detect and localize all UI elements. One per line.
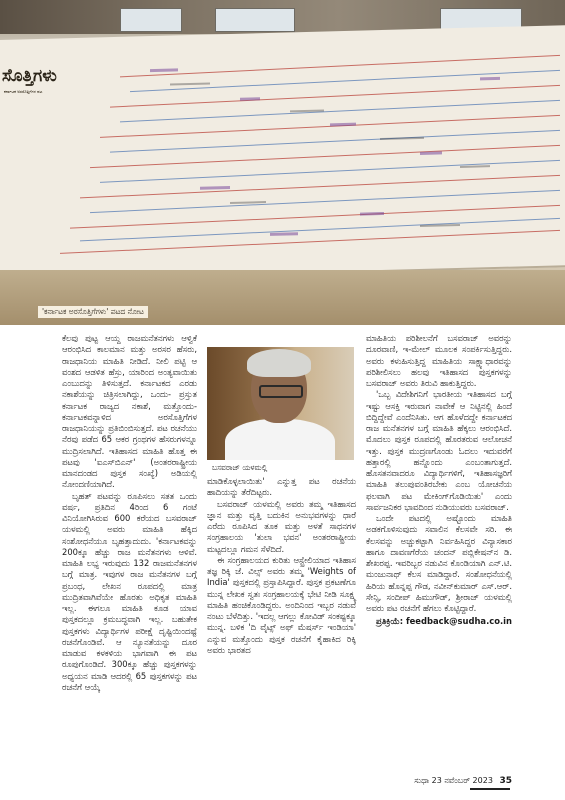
paragraph: ಕೆಲವು ಪುಟ್ಟ ಆಯ್ದ ರಾಜಮನೆತನಗಳು ಆಳ್ವಿಕೆ ಆರಂಭಿಸಿದ ಕಾಲಮಾನ ಮತ್ತು ಅರಸರ ಹೆಸರು, ರಾಜಧಾನಿಯ ಮಾಹಿತಿ ನೀಡಿದೆ. ನೀಲಿ ಪಟ್ಟಿ ಆ ವಂಶದ ಆಡಳಿತ ಹೆಸ್ರು, ಯಾರಿಂದ ಅಂತ್ಯವಾಯಿತು ಎಂಬುದನ್ನು ತಿಳಿಸುತ್ತದೆ. ಕರ್ನಾಟಕದ ಎರಡು ನಕಾಶೆಯನ್ನು ಚಿತ್ರಿಸಲಾಗಿದ್ದು, ಒಂದು- ಪ್ರಸ್ತುತ ಕರ್ನಾಟಕ ರಾಜ್ಯದ ನಕಾಶೆ, ಮತ್ತೊಂದು- ಕರ್ನಾಟಕವನ್ನಾಳಿದ ಅರಸೊತ್ತಿಗೆಗಳ ರಾಜಧಾನಿಯನ್ನು ಪ್ರತಿಬಿಂಬಿಸುತ್ತದೆ. ಪಟ ರಚನೆಯು ನೆರವು ಪಡೆದ 65 ಆಕರ ಗ್ರಂಥಗಳ ಹೆಸರುಗಳನ್ನೂ ಮುದ್ರಿಸಲಾಗಿದೆ. ಇತಿಹಾಸದ ಮಾಹಿತಿ ಹೊತ್ತ ಈ ಪಟವು 'ಐಎಸ್‌ಬಿಎನ್' (ಅಂತರರಾಷ್ಟ್ರೀಯ ಮಾನದಂಡದ ಪುಸ್ತಕ ಸಂಖ್ಯೆ) ಅಡಿಯಲ್ಲಿ ನೋಂದಣಿಯಾಗಿದೆ. [62,333,197,490]
article-column-2 [207,476,356,656]
portrait-glasses [259,385,303,398]
paragraph: 'ಒಬ್ಬ ವಿದೇಶಿಗನಿಗೆ ಭಾರತೀಯ ಇತಿಹಾಸದ ಬಗ್ಗೆ ಇಷ್ಟು ಆಸಕ್ತಿ ಇರುವಾಗ ನಾವೇಕೆ ಆ ನಿಟ್ಟಿನಲ್ಲಿ ಹಿಂದೆ ಬಿದ್ದಿದ್ದೇವೆ ಎಂದೆನಿಸಿತು. ಆಗ ಹೊಳೆದದ್ದೇ ಕರ್ನಾಟಕದ ರಾಜ ಮನೆತನಗಳ ಬಗ್ಗೆ ಮಾಹಿತಿ ಹೆಕ್ಕಲು ಆರಂಭಿಸಿದೆ. ಮೊದಲು ಪುಸ್ತಕ ರೂಪದಲ್ಲಿ ಹೊರತರುವ ಆಲೋಚನೆ ಇತ್ತು. ಪುಸ್ತಕ ಮುದ್ರಣಗೊಂಡು ಓದಲು ಇದುವರೆಗೆ ಹತ್ತಾರಲ್ಲಿ ಹನ್ನೊಂದು ಎಂಬಂತಾಗುತ್ತದೆ. ಹೊಸತನವಾದರೂ ವಿದ್ಯಾರ್ಥಿಗಳಿಗೆ, ಇತಿಹಾಸಜ್ಞರಿಗೆ ಮಾಹಿತಿ ತಲುಪುವಂತಿರಬೇಕು ಎಂಬ ಯೋಚನೆಯ ಫಲವಾಗಿ ಪಟ ಮೇಕಿಂಗ್‌ಗೊಡಿಯಿತು' ಎಂದು ಸಾರ್ವಜನಿಕರ ಭಾವದಿಂದ ನುಡಿಯುವರು ಬಸವರಾಜ್. [366,389,512,512]
footer-rule [470,788,510,790]
paragraph: ಒಂದೇ ಪಟದಲ್ಲಿ ಅಷ್ಟೊಂದು ಮಾಹಿತಿ ಅಡಕಗೊಳಿಸುವುದು ಸವಾಲಿನ ಕೆಲಸವೇ ಸರಿ. ಈ ಕೆಲಸವನ್ನು ಅಚ್ಚುಕಟ್ಟಾಗಿ ನಿರ್ವಹಿಸಿದ್ದರ ವಿನ್ಯಾಸಕಾರ ಹಾಗೂ ದಾವಣಗೆರೆಯ ಚಂದನ್ ಪಬ್ಲಿಕೇಷನ್‌ನ ಡಿ. ಶೇಖರಪ್ಪ. ಇವರಿಬ್ಬರ ನಡುವಿನ ಕೊಂಡಿಯಾಗಿ ಎನ್.ಟಿ. ಮಂಜುನಾಥ್ ಕೆಲಸ ಮಾಡಿದ್ದಾರೆ. ಸಂಶೋಧನೆಯಲ್ಲಿ ಹಿರಿಯ ಹೊನ್ನಪ್ಪ ಗೌಡ, ನವೀನ್‌ಕುಮಾರ್ ಎಸ್.ಆರ್. ಸೇನ್ಸಿ, ಸಂದೀಪ್ ಹಿಮುಗೌಡ್, ಶ್ರೀರಾಜ್ ಯಳಮಲ್ಲಿ ಅವರು ಪಟ ರಚನೆಗೆ ಹೆಗಲು ಕೊಟ್ಟಿದ್ದಾರೆ. [366,513,512,613]
window [120,8,182,32]
banner-title: ಸೊತ್ತಿಗಳು [2,66,57,86]
banner-subtitle: ಕರ್ನಾಟಕ ಅರಸೊತ್ತಿಗೆಗಳ ಪಟ [4,89,43,94]
paragraph: ಈ ಸಂಗ್ರಹಾಲಯದ ಕುರಿತು ಆಸ್ಟ್ರೇಲಿಯಾದ ಇತಿಹಾಸ ತಜ್ಞ ರಿಕ್ಕಿ ಜೆ. ವಿಲ್ಸ್ ಅವರು ತಮ್ಮ 'Weights of India' ಪುಸ್ತಕದಲ್ಲಿ ಪ್ರಸ್ತಾಪಿಸಿದ್ದಾರೆ. ಪುಸ್ತಕ ಪ್ರಕಟಣೆಗೂ ಮುನ್ನ ಲೇಖಕ ಸ್ವತಃ ಸಂಗ್ರಹಾಲಯಕ್ಕೆ ಭೇಟಿ ನೀಡಿ ಸೂಕ್ಷ್ಮ ಮಾಹಿತಿ ಹಂಚಿಕೊಂಡಿದ್ದರು. ಅಂದಿನಿಂದ ಇಬ್ಬರ ನಡುವೆ ನಂಟು ಬೆಳೆದಿತ್ತು. 'ಇದಲ್ಲ ಆಗಲ್ಲು ಕೋವಿಡ್ ಸಂಕಷ್ಟಕ್ಕೂ ಮುನ್ನ. ಬಳಿಕ 'ದಿ ವೈಟ್ಸ್ ಅಫ್ ಮೆಷರ್ಸ್ ಇಂಡಿಯಾ' ಎನ್ನುವ ಮತ್ತೊಂದು ಪುಸ್ತಕ ರಚನೆಗೆ ಕೈಹಾಕಿದ ರಿಕ್ಕಿ ಅವರು ಭಾರತದ [207,554,356,655]
article-column-1 [62,333,197,693]
paragraph: ಮಾಹಿತಿಯ ಪರಿಶೀಲನೆಗೆ ಬಸವರಾಜ್ ಅವರನ್ನು ದೂರವಾಣಿ, ಇ-ಮೇಲ್ ಮೂಲಕ ಸಂಪರ್ಕಿಸುತ್ತಿದ್ದರು. ಅವರು ಕಳುಹಿಸುತ್ತಿದ್ದ ಮಾಹಿತಿಯ ಸಾಕ್ಷ್ಯಾಧಾರವನ್ನು ಪರಿಶೀಲಿಸಲು ಹಲವು ಇತಿಹಾಸದ ಪುಸ್ತಕಗಳನ್ನು ಬಸವರಾಜ್ ಅವರು ತಿರುವಿ ಹಾಕುತ್ತಿದ್ದರು. [366,333,512,388]
paragraph: ಮಾಡಿಕೊಳ್ಳಲಾಯಿತು' ಎನ್ನುತ್ತ ಪಟ ರಚನೆಯ ಹಾದಿಯನ್ನು ತೆರೆದಿಟ್ಟರು. [207,476,356,498]
issue-label: ಸುಧಾ 23 ನವೆಂಬರ್ 2023 [414,776,493,785]
portrait-photo [207,347,354,460]
dynasty-chart-banner [0,25,565,282]
paragraph: ಬೃಹತ್ ಪಟವನ್ನು ರೂಪಿಸಲು ಸತತ ಒಂದು ವರ್ಷ, ಪ್ರತಿದಿನ 4ರಿಂದ 6 ಗಂಟೆ ವಿನಿಯೋಗಿಸಿರುವ 600 ಕರೆಯದ ಬಸವರಾಜ್ ಯಳಮಲ್ಲಿ ಅವರು ಮಾಹಿತಿ ಹೆಕ್ಕಿದ ಸಂಶೋಧನೆಯೂ ಬೃಹತ್ತಾದುದು. 'ಕರ್ನಾಟಕವನ್ನು 200ಕ್ಕೂ ಹೆಚ್ಚು ರಾಜ ಮನೆತನಗಳು ಆಳಿವೆ. ಮಾಹಿತಿ ಲಭ್ಯ ಇರುವುದು 132 ರಾಜಮನೆತನಗಳ ಬಗ್ಗೆ ಮಾತ್ರ. ಇವುಗಳ ರಾಜ ಮನೆತನಗಳ ಬಗ್ಗೆ ಪ್ರಬಂಧ, ಲೇಖನ ರೂಪದಲ್ಲಿ ಮಾತ್ರ ಮುದ್ರಿತವಾಗಿವೆಯೇ ಹೊರತು ಅಧಿಕೃತ ಮಾಹಿತಿ ಇಲ್ಲ. ಈಗಲೂ ಮಾಹಿತಿ ಕೂಡ ಯಾವ ಪುಸ್ತಕದಲ್ಲೂ ಕ್ರಮಬದ್ಧವಾಗಿ ಇಲ್ಲ. ಬಹುತೇಕ ಪುಸ್ತಕಗಳು ವಿದ್ಯಾರ್ಥಿಗಳ ಪರೀಕ್ಷೆ ದೃಷ್ಟಿಯಿಂದಷ್ಟೆ ರಚನೆಗೊಂಡಿವೆ. ಆ ನ್ಯೂನತೆಯನ್ನು ದೂರ ಮಾಡುವ ಕಳಕಳಿಯ ಭಾಗವಾಗಿ ಈ ಪಟ ರೂಪುಗೊಂಡಿದೆ. 300ಕ್ಕೂ ಹೆಚ್ಚು ಪುಸ್ತಕಗಳನ್ನು ಅಧ್ಯಯನ ಮಾಡಿ ಆದರಲ್ಲಿ 65 ಪುಸ್ತಕಗಳನ್ನು ಪಟ ರಚನೆಗೆ ಆಯ್ಕೆ [62,490,197,692]
banner-chart-lines [0,25,565,280]
paragraph: ಬಸವರಾಜ್ ಯಳಮಲ್ಲಿ ಅವರು ತಮ್ಮ ಇತಿಹಾಸದ ಜ್ಞಾನ ಮತ್ತು ವೃತ್ತಿ ಬದುಕಿನ ಅನುಭವಗಳನ್ನು ಧಾರೆ ಎರೆದು ರೂಪಿಸಿದ ತೂಕ ಮತ್ತು ಅಳತೆ ಸಾಧನಗಳ ಸಂಗ್ರಹಾಲಯ 'ತುಲಾ ಭವನ' ಅಂತರರಾಷ್ಟ್ರೀಯ ಮಟ್ಟದಲ್ಲೂ ಗಮನ ಸೆಳೆದಿದೆ. [207,498,356,554]
window [215,8,295,32]
article-column-3 [366,333,512,628]
page-footer [366,776,512,786]
photo-caption: 'ಕರ್ನಾಟಕ ಅರಸೊತ್ತಿಗೆಗಳು' ಪಟದ ನೋಟ [38,306,148,318]
feedback-line: ಪ್ರತಿಕ್ರಿಯೆ: feedback@sudha.co.in [375,616,512,627]
portrait-caption: ಬಸವರಾಜ್ ಯಳಮಲ್ಲಿ [212,463,268,472]
banner-photo [0,0,565,325]
portrait-shirt [225,419,335,460]
portrait-hair [247,349,311,377]
page-number: 35 [499,776,512,786]
